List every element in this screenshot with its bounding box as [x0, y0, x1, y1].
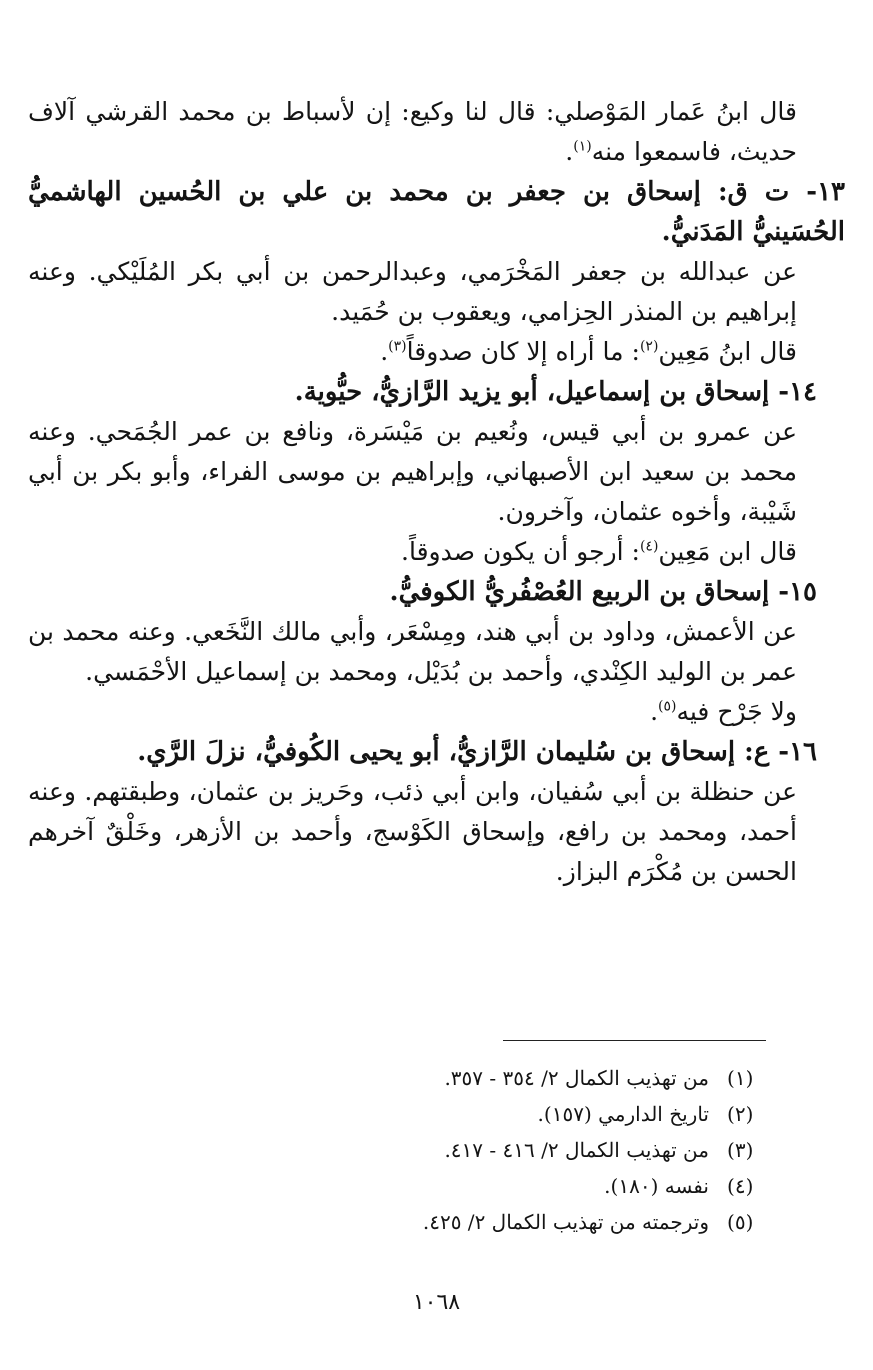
- main-text: [28, 92, 845, 892]
- entry-heading-15: ١٥- إسحاق بن الربيع العُصْفُريُّ الكوفيُّ.: [389, 577, 817, 607]
- footnote-text: نفسه (١٨٠).: [604, 1174, 709, 1198]
- page-number: ١٠٦٨: [412, 1290, 461, 1315]
- paragraph: [28, 92, 845, 172]
- footnote-separator: [503, 1040, 766, 1041]
- footnote-item: [120, 1132, 767, 1168]
- footnote-number: (١): [727, 1066, 754, 1090]
- paragraph: [28, 532, 845, 572]
- footnote-number: (٥): [727, 1210, 754, 1234]
- paragraph-text: ولا جَرْح فيه: [676, 697, 797, 726]
- footnote-item: [120, 1168, 767, 1204]
- paragraph: [28, 332, 845, 372]
- paragraph: [28, 692, 845, 732]
- paragraph-text: قال ابنُ مَعِين: [658, 337, 797, 366]
- entry-heading-14: ١٤- إسحاق بن إسماعيل، أبو يزيد الرَّازيُّ، حيُّوية.: [294, 377, 817, 407]
- entry-heading-13: ١٣- ت ق: إسحاق بن جعفر بن محمد بن علي بن الحُسين الهاشميُّ الحُسَينيُّ المَدَنيُّ.: [28, 177, 845, 247]
- paragraph: عن عمرو بن أبي قيس، ونُعيم بن مَيْسَرة، ونافع بن عمر الجُمَحي. وعنه محمد بن سعيد ابن الأصبهاني، وإبراهيم بن موسى الفراء، وأبو بكر بن أبي شَيْبة، وأخوه عثمان، وآخرون.: [28, 417, 797, 526]
- footnote-number: (٣): [727, 1138, 754, 1162]
- footnote-text: من تهذيب الكمال ٢/ ٤١٦ - ٤١٧.: [444, 1138, 709, 1162]
- paragraph: عن الأعمش، وداود بن أبي هند، ومِسْعَر، وأبي مالك النَّخَعي. وعنه محمد بن عمر بن الوليد الكِنْدي، وأحمد بن بُدَيْل، ومحمد بن إسماعيل الأحْمَسي.: [28, 617, 797, 686]
- footnote-ref: (٥): [658, 698, 677, 715]
- entry-heading-16: ١٦- ع: إسحاق بن سُليمان الرَّازيُّ، أبو يحيى الكُوفيُّ، نزلَ الرَّي.: [137, 737, 817, 767]
- footnote-item: [120, 1204, 767, 1240]
- footnote-ref: (٤): [639, 538, 659, 555]
- paragraph-tail: .: [650, 697, 659, 726]
- footnote-number: (٤): [727, 1174, 754, 1198]
- paragraph-text: قال ابن مَعِين: [658, 537, 797, 566]
- footnote-ref: (١): [573, 138, 592, 155]
- paragraph-tail: .: [565, 137, 574, 166]
- footnote-ref: (٣): [388, 338, 407, 355]
- paragraph: عن عبدالله بن جعفر المَخْرَمي، وعبدالرحمن بن أبي بكر المُلَيْكي. وعنه إبراهيم بن المنذر الحِزامي، ويعقوب بن حُمَيد.: [28, 257, 797, 326]
- footnote-text: تاريخ الدارمي (١٥٧).: [537, 1102, 709, 1126]
- paragraph-tail: .: [380, 337, 389, 366]
- paragraph: عن حنظلة بن أبي سُفيان، وابن أبي ذئب، وحَريز بن عثمان، وطبقتهم. وعنه أحمد، ومحمد بن رافع، وإسحاق الكَوْسج، وأحمد بن الأزهر، وخَلْقٌ آخرهم الحسن بن مُكْرَم البزاز.: [28, 777, 797, 886]
- paragraph-text: : أرجو أن يكون صدوقاً.: [401, 537, 640, 566]
- footnotes: [120, 1060, 767, 1240]
- footnote-text: وترجمته من تهذيب الكمال ٢/ ٤٢٥.: [422, 1210, 709, 1234]
- footnote-item: [120, 1060, 767, 1096]
- paragraph-text: قال ابنُ عَمار المَوْصلي: قال لنا وكيع: إن لأسباط بن محمد القرشي آلاف حديث، فاسمعوا منه: [28, 97, 797, 166]
- footnote-ref: (٢): [639, 338, 659, 355]
- footnote-text: من تهذيب الكمال ٢/ ٣٥٤ - ٣٥٧.: [444, 1066, 709, 1090]
- footnote-item: [120, 1096, 767, 1132]
- footnote-number: (٢): [727, 1102, 754, 1126]
- paragraph-text: : ما أراه إلا كان صدوقاً: [406, 337, 640, 366]
